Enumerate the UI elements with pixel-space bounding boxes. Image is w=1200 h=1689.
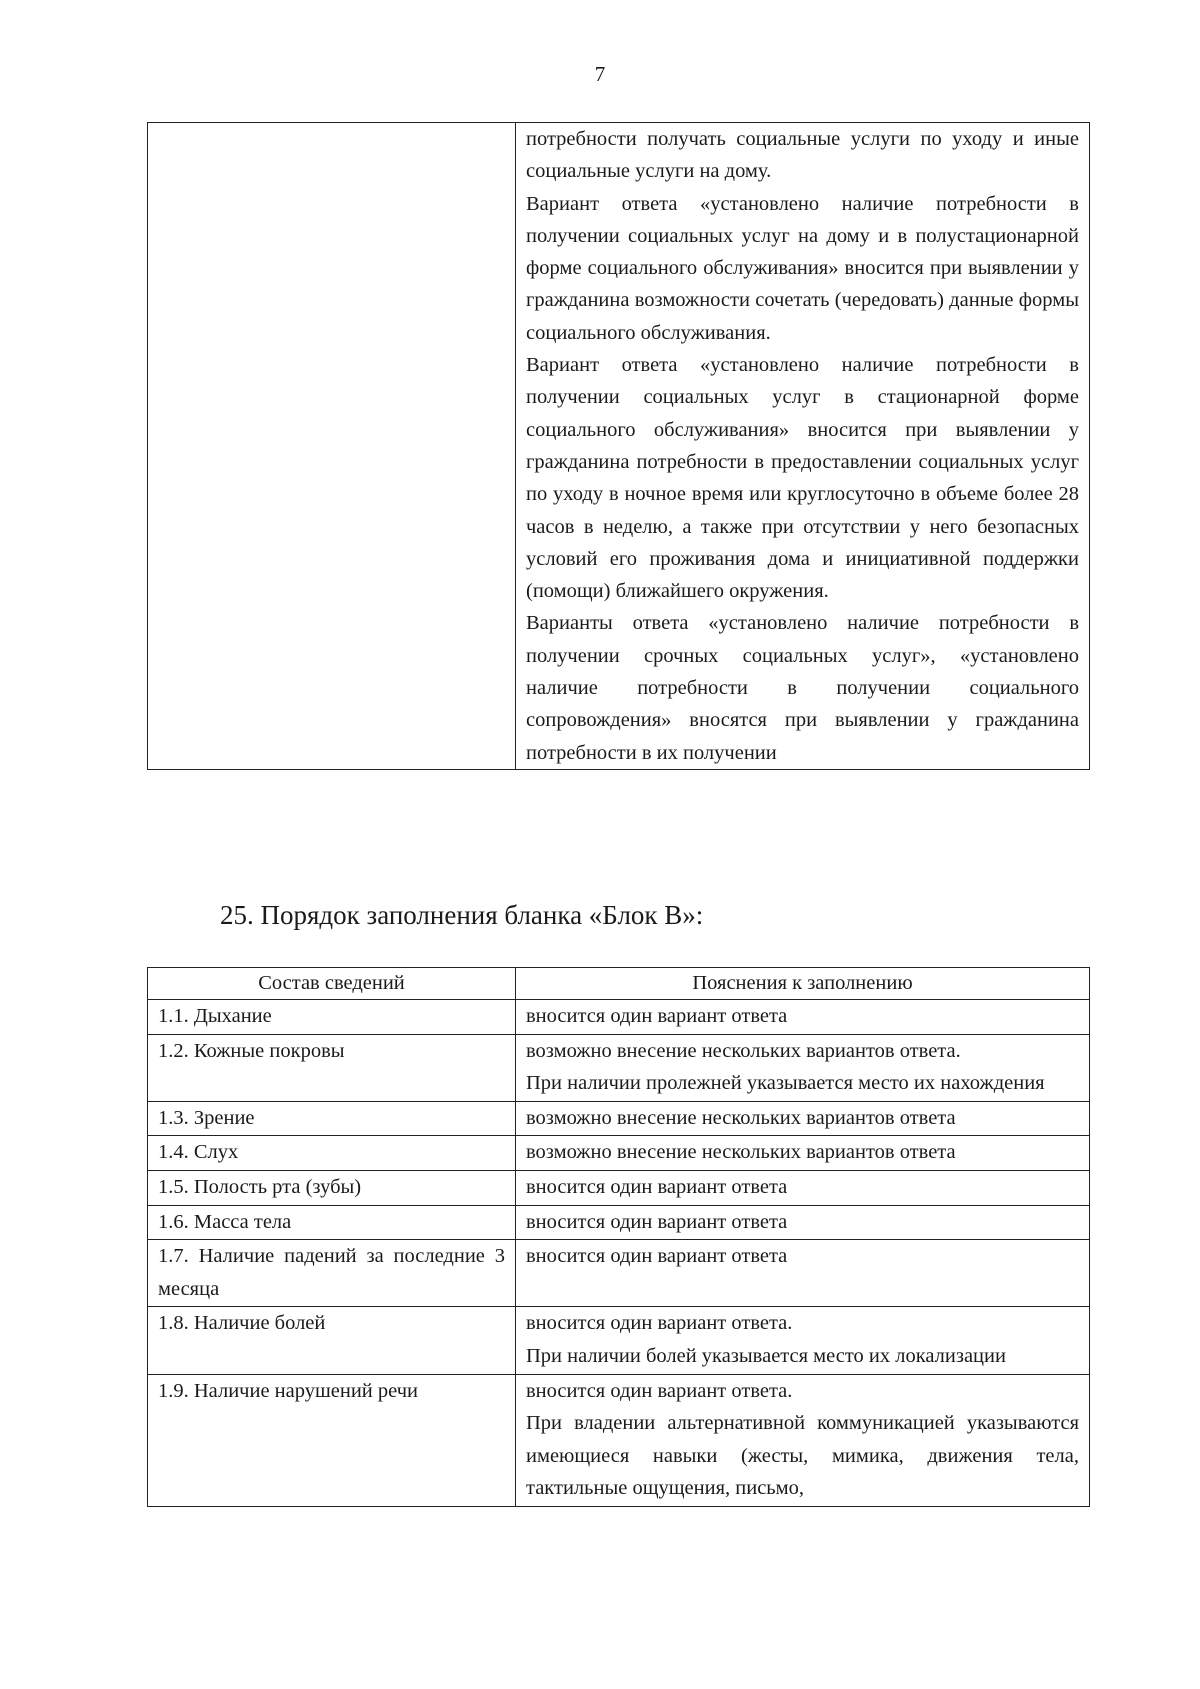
notes-cell [516, 1136, 1090, 1171]
paragraph: потребности получать социальные услуги по уходу и иные социальные услуги на дому. [526, 128, 1079, 183]
notes-cell [516, 1240, 1090, 1307]
table-row [148, 123, 1090, 770]
table-row [148, 1205, 1090, 1240]
note: При владении альтернативной коммуникацией указываются имеющиеся навыки (жесты, мимика, движения тела, тактильные ощущения, письмо, [526, 1412, 1079, 1500]
table-header-row [148, 968, 1090, 1000]
paragraph: Вариант ответа «установлено наличие потребности в получении социальных услуг в стационарной форме социального обслуживания» вносится при выявлении у гражданина потребности в предоставлении социальных услуг по уходу в ночное время или круглосуточно в объеме более 28 часов в неделю, а также при отсутствии у него безопасных условий его проживания дома и инициативной поддержки (помощи) ближайшего окружения. [526, 354, 1079, 603]
paragraph: Варианты ответа «установлено наличие потребности в получении срочных социальных услуг», «установлено наличие потребности в получении социального сопровождения» вносятся при выявлении у гражданина потребности в их получении [526, 612, 1079, 764]
note: вносится один вариант ответа [526, 1210, 788, 1233]
item-cell: 1.4. Слух [148, 1136, 516, 1171]
table-row [148, 1000, 1090, 1035]
notes-cell [516, 1101, 1090, 1136]
notes-cell [516, 1307, 1090, 1374]
item-cell: 1.8. Наличие болей [148, 1307, 516, 1374]
notes-cell [516, 1170, 1090, 1205]
note: При наличии пролежней указывается место их нахождения [526, 1072, 1045, 1095]
notes-cell [516, 1000, 1090, 1035]
page-number: 7 [594, 62, 606, 86]
note: вносится один вариант ответа [526, 1245, 788, 1268]
note: возможно внесение нескольких вариантов ответа [526, 1106, 956, 1129]
column-header: Состав сведений [148, 968, 516, 1000]
note: вносится один вариант ответа. [526, 1312, 793, 1335]
table-row [148, 1034, 1090, 1101]
notes-cell [516, 1374, 1090, 1506]
item-cell: 1.3. Зрение [148, 1101, 516, 1136]
explanation-cell [516, 123, 1090, 770]
note: вносится один вариант ответа. [526, 1379, 793, 1402]
empty-cell [148, 123, 516, 770]
table-row [148, 1136, 1090, 1171]
column-header: Пояснения к заполнению [516, 968, 1090, 1000]
item-cell: 1.9. Наличие нарушений речи [148, 1374, 516, 1506]
item-cell: 1.1. Дыхание [148, 1000, 516, 1035]
item-cell: 1.6. Масса тела [148, 1205, 516, 1240]
item-cell: 1.5. Полость рта (зубы) [148, 1170, 516, 1205]
paragraph: Вариант ответа «установлено наличие потребности в получении социальных услуг на дому и в полустационарной форме социального обслуживания» вносится при выявлении у гражданина возможности сочетать (чередовать) данные формы социального обслуживания. [526, 192, 1079, 344]
continuation-table [147, 122, 1090, 770]
table-row [148, 1240, 1090, 1307]
note: возможно внесение нескольких вариантов ответа [526, 1141, 956, 1164]
section-heading: 25. Порядок заполнения бланка «Блок В»: [220, 900, 704, 930]
table-row [148, 1307, 1090, 1374]
item-cell: 1.2. Кожные покровы [148, 1034, 516, 1101]
table-row [148, 1374, 1090, 1506]
note: При наличии болей указывается место их локализации [526, 1344, 1006, 1367]
item-cell: 1.7. Наличие падений за последние 3 месяца [148, 1240, 516, 1307]
table-row [148, 1170, 1090, 1205]
note: вносится один вариант ответа [526, 1175, 788, 1198]
note: возможно внесение нескольких вариантов ответа. [526, 1039, 961, 1062]
notes-cell [516, 1205, 1090, 1240]
block-v-table [147, 967, 1090, 1507]
table-row [148, 1101, 1090, 1136]
notes-cell [516, 1034, 1090, 1101]
note: вносится один вариант ответа [526, 1005, 788, 1027]
